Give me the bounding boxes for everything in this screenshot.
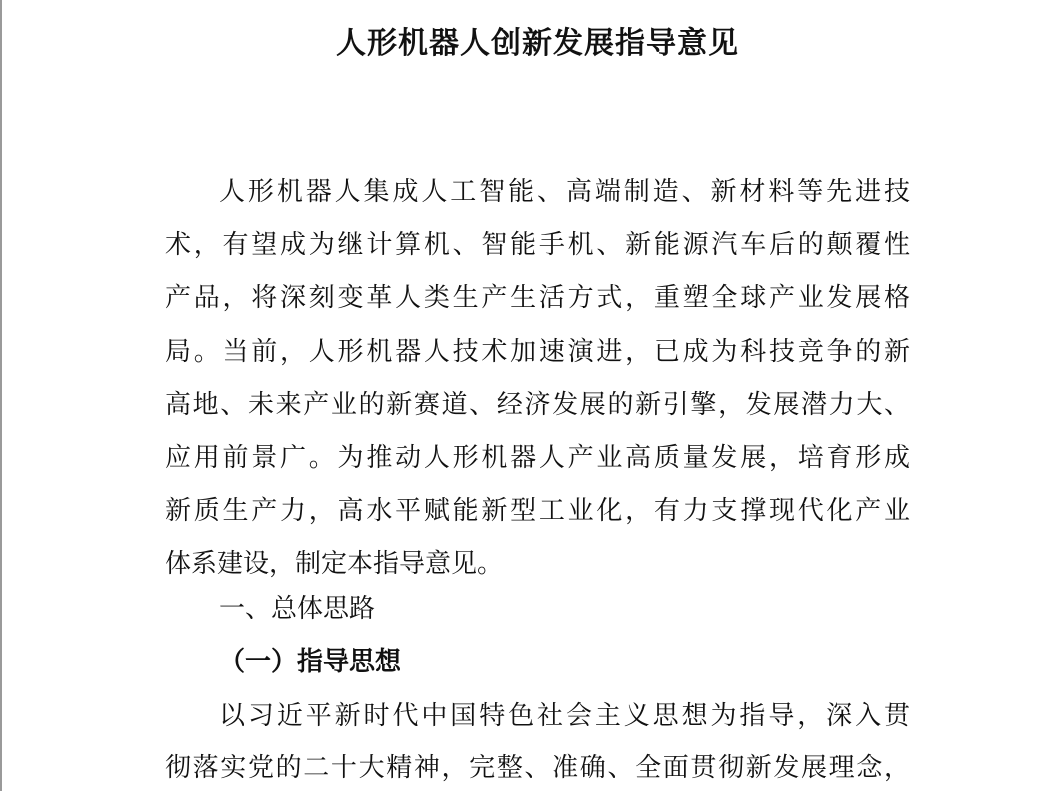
- paragraph-line: 彻落实党的二十大精神，完整、准确、全面贯彻新发展理念，: [165, 753, 910, 783]
- page-left-edge: [0, 0, 2, 791]
- paragraph-line: 产品，将深刻变革人类生产生活方式，重塑全球产业发展格: [165, 283, 910, 313]
- subsection-heading: （一）指导思想: [219, 647, 402, 677]
- paragraph-line: 体系建设，制定本指导意见。: [165, 549, 504, 579]
- paragraph-line: 应用前景广。为推动人形机器人产业高质量发展，培育形成: [165, 443, 910, 473]
- paragraph-line: 新质生产力，高水平赋能新型工业化，有力支撑现代化产业: [165, 496, 910, 526]
- paragraph-line: 术，有望成为继计算机、智能手机、新能源汽车后的颠覆性: [165, 230, 910, 260]
- document-title: 人形机器人创新发展指导意见: [336, 26, 739, 61]
- paragraph-line: 局。当前，人形机器人技术加速演进，已成为科技竞争的新: [165, 337, 910, 367]
- paragraph-line: 以习近平新时代中国特色社会主义思想为指导，深入贯: [219, 701, 910, 731]
- section-heading: 一、总体思路: [219, 594, 376, 624]
- paragraph-line: 人形机器人集成人工智能、高端制造、新材料等先进技: [219, 177, 910, 207]
- paragraph-line: 高地、未来产业的新赛道、经济发展的新引擎，发展潜力大、: [165, 390, 910, 420]
